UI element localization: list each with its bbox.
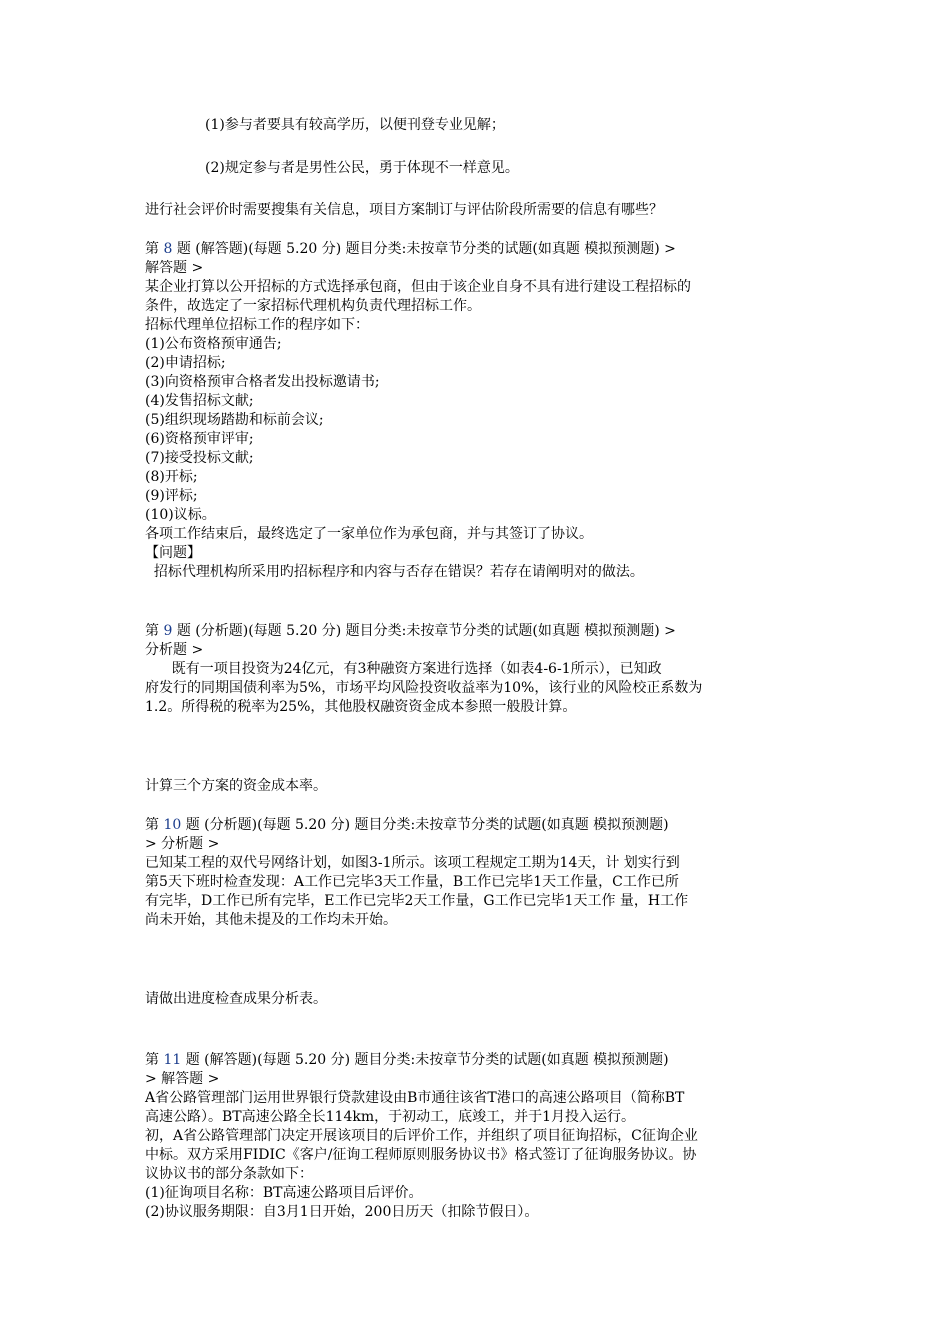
header-text: 题 (分析题)(每题 5.20 分) 题目分类:未按章节分类的试题(如真题 模拟预测题) > bbox=[172, 623, 676, 639]
intro-question: 进行社会评价时需要搜集有关信息，项目方案制订与评估阶段所需要的信息有哪些？ bbox=[145, 202, 663, 218]
question-11-header bbox=[145, 1051, 669, 1070]
question-8-body-line: 各项工作结束后，最终选定了一家单位作为承包商，并与其签订了协议。 bbox=[145, 526, 593, 542]
question-10-type: > 分析题 > bbox=[145, 836, 220, 852]
question-10-body-line: 有完毕，D工作已所有完毕，E工作已完毕2天工作量，G工作已完毕1天工作 量，H工作 bbox=[145, 893, 689, 909]
question-8-body-line: (7)接受投标文献; bbox=[145, 450, 254, 466]
question-8-body-line: 某企业打算以公开招标的方式选择承包商，但由于该企业自身不具有进行建设工程招标的 bbox=[145, 279, 691, 295]
question-8-body-line: (8)开标; bbox=[145, 469, 198, 485]
header-text: 题 (分析题)(每题 5.20 分) 题目分类:未按章节分类的试题(如真题 模拟预测题) bbox=[181, 817, 669, 833]
header-text: 题 (解答题)(每题 5.20 分) 题目分类:未按章节分类的试题(如真题 模拟预测题) > bbox=[172, 241, 676, 257]
question-9-body-line: 府发行的同期国债利率为5%，市场平均风险投资收益率为10%，该行业的风险校正系数为 bbox=[145, 680, 703, 696]
question-number: 11 bbox=[163, 1052, 182, 1068]
question-9-type: 分析题 > bbox=[145, 642, 204, 658]
header-prefix: 第 bbox=[145, 241, 164, 257]
header-prefix: 第 bbox=[145, 817, 164, 833]
question-8-body-line: 条件，故选定了一家招标代理机构负责代理招标工作。 bbox=[145, 298, 481, 314]
question-11-body-line: 高速公路）。BT高速公路全长114km，于初动工，底竣工，并于1月投入运行。 bbox=[145, 1109, 636, 1125]
question-11-body-line: 初，A省公路管理部门决定开展该项目的后评价工作，并组织了项目征询招标，C征询企业 bbox=[145, 1128, 698, 1144]
question-8-header bbox=[145, 240, 676, 259]
question-11-body-line: (1)征询项目名称：BT高速公路项目后评价。 bbox=[145, 1185, 423, 1201]
question-8-body-line: (4)发售招标文献; bbox=[145, 393, 254, 409]
question-10-question: 请做出进度检查成果分析表。 bbox=[145, 991, 327, 1007]
question-9-question: 计算三个方案的资金成本率。 bbox=[145, 778, 327, 794]
question-8-body-line: (9)评标; bbox=[145, 488, 198, 504]
intro-item: (2)规定参与者是男性公民，勇于体现不一样意见。 bbox=[205, 160, 519, 176]
question-9-header bbox=[145, 622, 676, 641]
question-11-body-line: (2)协议服务期限：自3月1日开始，200日历天（扣除节假日）。 bbox=[145, 1204, 539, 1220]
question-10-header bbox=[145, 816, 669, 835]
question-11-body-line: 中标。双方采用FIDIC《客户/征询工程师原则服务协议书》格式签订了征询服务协议。协 bbox=[145, 1147, 697, 1163]
question-11-body-line: A省公路管理部门运用世界银行贷款建设由B市通往该省T港口的高速公路项目（简称BT bbox=[145, 1090, 685, 1106]
intro-item: (1)参与者要具有较高学历，以便刊登专业见解； bbox=[205, 117, 505, 133]
question-9-body-line: 既有一项目投资为24亿元，有3种融资方案进行选择（如表4-6-1所示），已知政 bbox=[145, 661, 662, 677]
question-8-type: 解答题 > bbox=[145, 260, 204, 276]
question-11-type: > 解答题 > bbox=[145, 1071, 220, 1087]
header-prefix: 第 bbox=[145, 1052, 164, 1068]
question-10-body-line: 已知某工程的双代号网络计划，如图3-1所示。该项工程规定工期为14天，计 划实行到 bbox=[145, 855, 680, 871]
question-number: 10 bbox=[163, 817, 182, 833]
question-8-body-line: (1)公布资格预审通告; bbox=[145, 336, 282, 352]
question-10-body-line: 尚未开始，其他未提及的工作均未开始。 bbox=[145, 912, 397, 928]
question-8-body-line: (2)申请招标; bbox=[145, 355, 226, 371]
question-9-body-line: 1.2。所得税的税率为25%，其他股权融资资金成本参照一般股计算。 bbox=[145, 699, 577, 715]
question-8-problem-label: 【问题】 bbox=[145, 545, 201, 561]
question-8-body-line: (5)组织现场踏勘和标前会议; bbox=[145, 412, 324, 428]
question-8-problem: 招标代理机构所采用旳招标程序和内容与否存在错误？若存在请阐明对的做法。 bbox=[145, 564, 644, 580]
question-8-body-line: (6)资格预审评审; bbox=[145, 431, 254, 447]
question-number: 8 bbox=[163, 241, 173, 257]
question-11-body-line: 议协议书的部分条款如下： bbox=[145, 1166, 313, 1182]
header-prefix: 第 bbox=[145, 623, 164, 639]
question-number: 9 bbox=[163, 623, 173, 639]
question-10-body-line: 第5天下班时检查发现：A工作已完毕3天工作量，B工作已完毕1天工作量，C工作已所 bbox=[145, 874, 679, 890]
question-8-body-line: 招标代理单位招标工作的程序如下： bbox=[145, 317, 369, 333]
question-8-body-line: (3)向资格预审合格者发出投标邀请书; bbox=[145, 374, 380, 390]
question-8-body-line: (10)议标。 bbox=[145, 507, 216, 523]
header-text: 题 (解答题)(每题 5.20 分) 题目分类:未按章节分类的试题(如真题 模拟预测题) bbox=[181, 1052, 669, 1068]
